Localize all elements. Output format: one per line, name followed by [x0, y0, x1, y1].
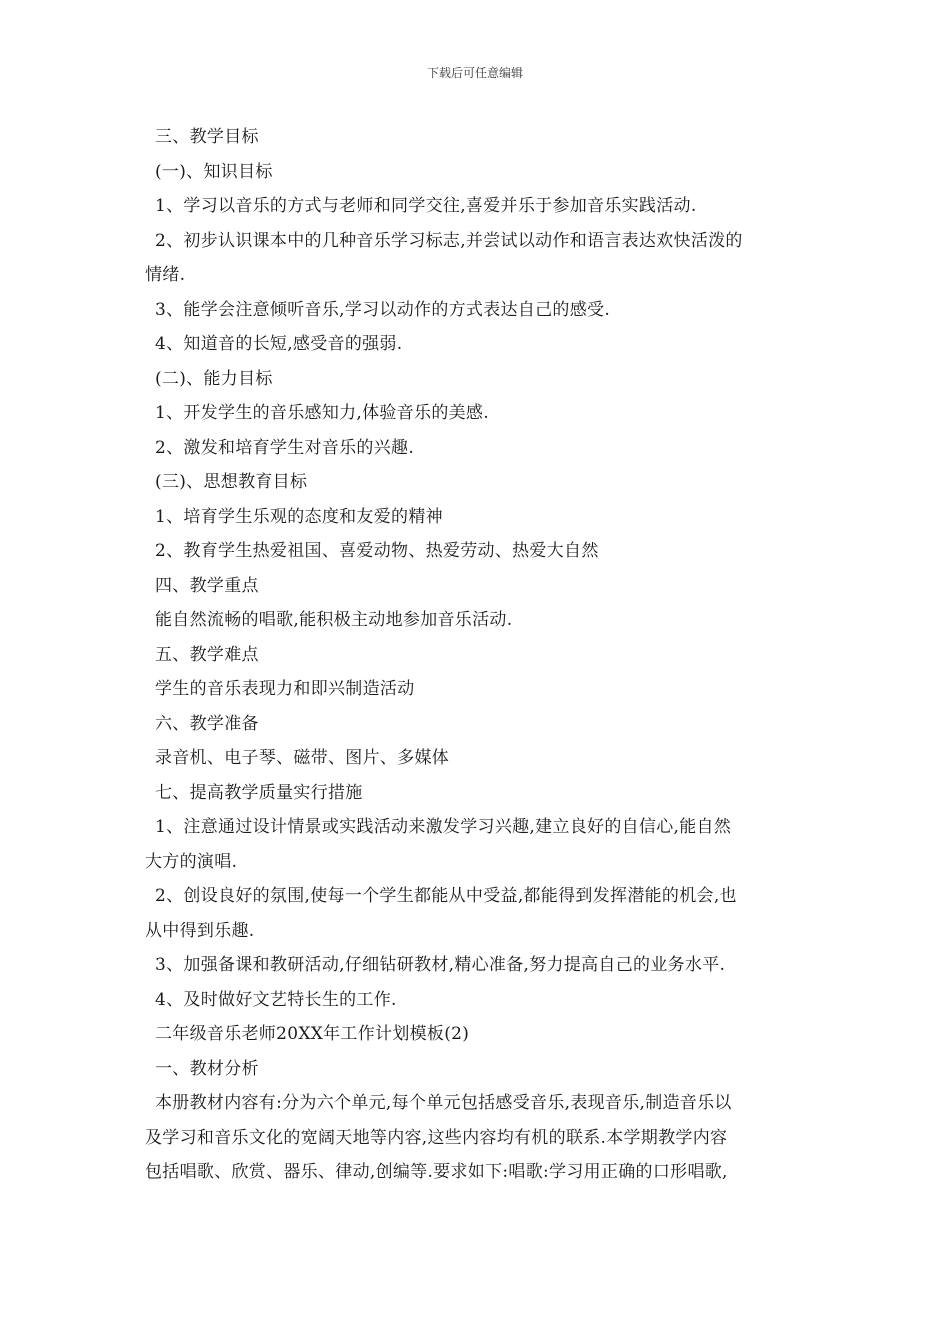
text-line: 3、能学会注意倾听音乐,学习以动作的方式表达自己的感受.: [155, 299, 611, 320]
text-line: 一、教材分析: [155, 1058, 259, 1079]
text-line: 五、教学难点: [155, 644, 259, 665]
text-line: 能自然流畅的唱歌,能积极主动地参加音乐活动.: [155, 610, 513, 630]
text-line: 四、教学重点: [155, 575, 259, 596]
text-line: 4、知道音的长短,感受音的强弱.: [155, 334, 403, 354]
text-line: 三、教学目标: [155, 127, 259, 147]
text-line: 本册教材内容有:分为六个单元,每个单元包括感受音乐,表现音乐,制造音乐以: [155, 1093, 732, 1113]
text-line: 1、开发学生的音乐感知力,体验音乐的美感.: [155, 403, 489, 423]
text-line: 4、及时做好文艺特长生的工作.: [155, 989, 397, 1010]
text-line: 二年级音乐老师20XX年工作计划模板(2): [155, 1024, 470, 1044]
text-line: 3、加强备课和教研活动,仔细钻研教材,精心准备,努力提高自己的业务水平.: [155, 955, 726, 975]
text-line: 情绪.: [145, 265, 186, 285]
text-line: 从中得到乐趣.: [145, 920, 255, 941]
text-line: 大方的演唱.: [145, 851, 238, 872]
text-line: 1、注意通过设计情景或实践活动来激发学习兴趣,建立良好的自信心,能自然: [155, 817, 732, 837]
text-line: (一)、知识目标: [155, 161, 273, 182]
text-line: 2、创设良好的氛围,使每一个学生都能从中受益,都能得到发挥潜能的机会,也: [155, 886, 737, 906]
page-header: 下载后可任意编辑: [426, 66, 523, 80]
text-line: 及学习和音乐文化的宽阔天地等内容,这些内容均有机的联系.本学期教学内容: [145, 1127, 728, 1148]
text-line: 2、教育学生热爱祖国、喜爱动物、热爱劳动、热爱大自然: [155, 541, 599, 561]
text-line: 录音机、电子琴、磁带、图片、多媒体: [155, 748, 450, 768]
text-line: 2、初步认识课本中的几种音乐学习标志,并尝试以动作和语言表达欢快活泼的: [155, 230, 743, 251]
text-line: (三)、思想教育目标: [155, 472, 308, 492]
text-line: (二)、能力目标: [155, 368, 273, 389]
document-body: [145, 120, 810, 1190]
text-line: 七、提高教学质量实行措施: [155, 782, 363, 803]
text-line: 包括唱歌、欣赏、器乐、律动,创编等.要求如下:唱歌:学习用正确的口形唱歌,: [145, 1162, 728, 1182]
text-line: 学生的音乐表现力和即兴制造活动: [155, 679, 415, 699]
text-line: 2、激发和培育学生对音乐的兴趣.: [155, 437, 415, 458]
text-line: 1、学习以音乐的方式与老师和同学交往,喜爱并乐于参加音乐实践活动.: [155, 196, 697, 216]
text-line: 1、培育学生乐观的态度和友爱的精神: [155, 506, 443, 527]
text-line: 六、教学准备: [155, 713, 259, 734]
